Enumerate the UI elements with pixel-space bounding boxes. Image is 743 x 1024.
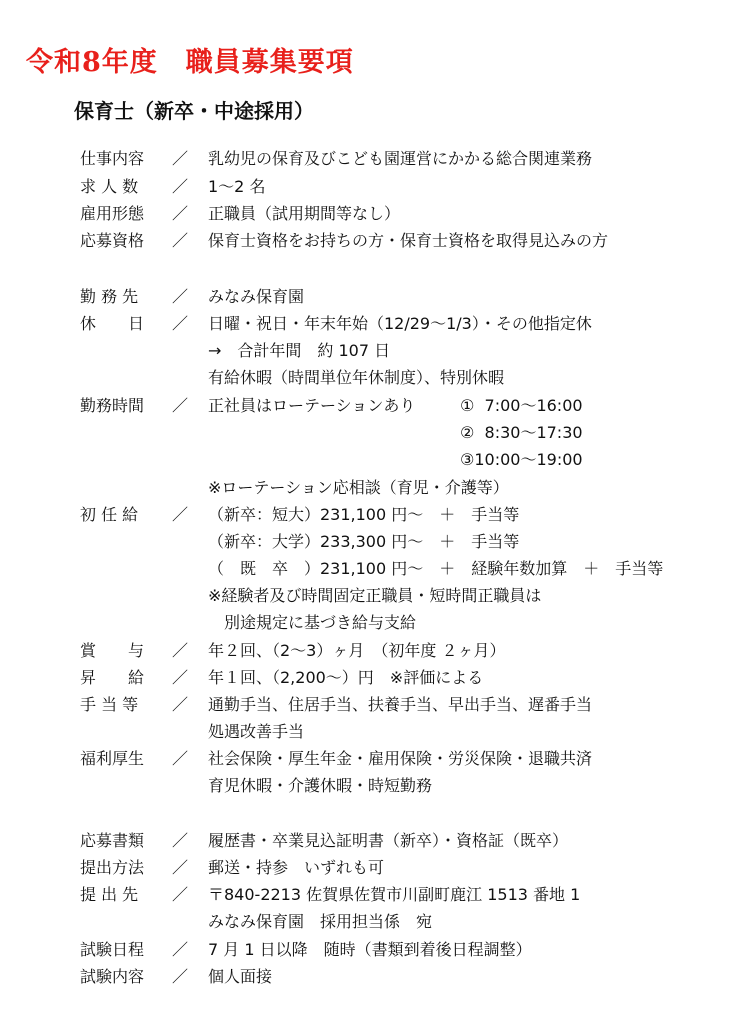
row-workplace (0, 284, 743, 312)
shift-2: ② 8:30〜17:30 (460, 423, 583, 442)
row-raise (0, 665, 743, 693)
value-work-hours-note: ※ローテーション応相談（育児・介護等） (208, 478, 509, 497)
value-welfare: 社会保険・厚生年金・雇用保険・労災保険・退職共済 (208, 749, 593, 768)
separator: ／ (172, 287, 189, 306)
separator: ／ (172, 177, 189, 196)
row-submission-to (0, 882, 743, 910)
separator: ／ (172, 505, 189, 524)
row-documents (0, 828, 743, 856)
value-qualification: 保育士資格をお持ちの方・保育士資格を取得見込みの方 (208, 231, 609, 250)
label-exam-date: 試験日程 (80, 940, 145, 959)
label-salary: 初 任 給 (80, 505, 139, 524)
row-work-hours-2 (0, 420, 743, 448)
label-job-content: 仕事内容 (80, 149, 145, 168)
value-allowances-2: 処遇改善手当 (208, 722, 305, 741)
row-submission-method (0, 855, 743, 883)
document-subtitle: 保育士（新卒・中途採用） (74, 99, 314, 123)
row-salary-note-2 (0, 610, 743, 638)
shift-3: ③10:00〜19:00 (460, 450, 583, 469)
label-exam-content: 試験内容 (80, 967, 145, 986)
value-holidays-total: → 合計年間 約 107 日 (208, 341, 391, 360)
separator: ／ (172, 940, 189, 959)
value-documents: 履歴書・卒業見込証明書（新卒）・資格証（既卒） (208, 831, 569, 850)
row-salary-note-1 (0, 583, 743, 611)
value-employment-type: 正職員（試用期間等なし） (208, 204, 401, 223)
row-allowances (0, 692, 743, 720)
row-work-hours-3 (0, 447, 743, 475)
separator: ／ (172, 967, 189, 986)
value-salary-note-1: ※経験者及び時間固定正職員・短時間正職員は (208, 586, 542, 605)
value-salary-note-2: 別途規定に基づき給与支給 (208, 613, 417, 632)
separator: ／ (172, 885, 189, 904)
separator: ／ (172, 858, 189, 877)
value-welfare-2: 育児休暇・介護休暇・時短勤務 (208, 776, 433, 795)
value-work-hours: 正社員はローテーションあり (208, 396, 416, 415)
separator: ／ (172, 149, 189, 168)
value-bonus: 年２回、（2〜3）ヶ月 （初年度 ２ヶ月） (208, 641, 506, 660)
row-submission-to-2 (0, 909, 743, 937)
separator: ／ (172, 396, 189, 415)
row-exam-date (0, 937, 743, 965)
value-raise: 年１回、（2,200〜）円 ※評価による (208, 668, 484, 687)
value-allowances: 通勤手当、住居手当、扶養手当、早出手当、遅番手当 (208, 695, 593, 714)
label-documents: 応募書類 (80, 831, 145, 850)
shift-1: ① 7:00〜16:00 (460, 396, 583, 415)
separator: ／ (172, 204, 189, 223)
row-allowances-2 (0, 719, 743, 747)
row-welfare-2 (0, 773, 743, 801)
label-positions: 求 人 数 (80, 177, 139, 196)
row-salary-3 (0, 556, 743, 584)
row-employment-type (0, 201, 743, 229)
value-workplace: みなみ保育園 (208, 287, 305, 306)
value-holidays: 日曜・祝日・年末年始（12/29〜1/3）・その他指定休 (208, 314, 592, 333)
row-positions (0, 174, 743, 202)
label-submission-to: 提 出 先 (80, 885, 139, 904)
value-positions: 1〜2 名 (208, 177, 266, 196)
value-submission-method: 郵送・持参 いずれも可 (208, 858, 385, 877)
row-job-content (0, 146, 743, 174)
row-holidays-paid (0, 365, 743, 393)
value-salary-experienced: （ 既 卒 ）231,100 円〜 ＋ 経験年数加算 ＋ 手当等 (208, 559, 664, 578)
label-employment-type: 雇用形態 (80, 204, 145, 223)
row-holidays-total (0, 338, 743, 366)
label-submission-method: 提出方法 (80, 858, 145, 877)
row-salary (0, 502, 743, 530)
row-welfare (0, 746, 743, 774)
separator: ／ (172, 314, 189, 333)
value-exam-content: 個人面接 (208, 967, 273, 986)
separator: ／ (172, 668, 189, 687)
row-holidays (0, 311, 743, 339)
document-title: 令和8年度 職員募集要項 (26, 47, 354, 78)
label-bonus: 賞 与 (80, 641, 145, 660)
value-exam-date: 7 月 1 日以降 随時（書類到着後日程調整） (208, 940, 532, 959)
separator: ／ (172, 831, 189, 850)
separator: ／ (172, 641, 189, 660)
label-workplace: 勤 務 先 (80, 287, 139, 306)
value-salary-junior-college: （新卒：短大）231,100 円〜 ＋ 手当等 (208, 505, 520, 524)
value-salary-university: （新卒：大学）233,300 円〜 ＋ 手当等 (208, 532, 520, 551)
row-salary-2 (0, 529, 743, 557)
row-work-hours-note (0, 475, 743, 503)
value-submission-recipient: みなみ保育園 採用担当係 宛 (208, 912, 433, 931)
value-job-content: 乳幼児の保育及びこども園運営にかかる総合関連業務 (208, 149, 593, 168)
label-allowances: 手 当 等 (80, 695, 139, 714)
row-work-hours (0, 393, 743, 421)
row-bonus (0, 638, 743, 666)
label-qualification: 応募資格 (80, 231, 145, 250)
label-work-hours: 勤務時間 (80, 396, 145, 415)
value-submission-address: 〒840-2213 佐賀県佐賀市川副町鹿江 1513 番地 1 (208, 885, 581, 904)
separator: ／ (172, 695, 189, 714)
label-raise: 昇 給 (80, 668, 145, 687)
separator: ／ (172, 231, 189, 250)
value-holidays-paid: 有給休暇（時間単位年休制度）、特別休暇 (208, 368, 505, 387)
separator: ／ (172, 749, 189, 768)
label-holidays: 休 日 (80, 314, 145, 333)
row-qualification (0, 228, 743, 256)
row-exam-content (0, 964, 743, 992)
label-welfare: 福利厚生 (80, 749, 145, 768)
